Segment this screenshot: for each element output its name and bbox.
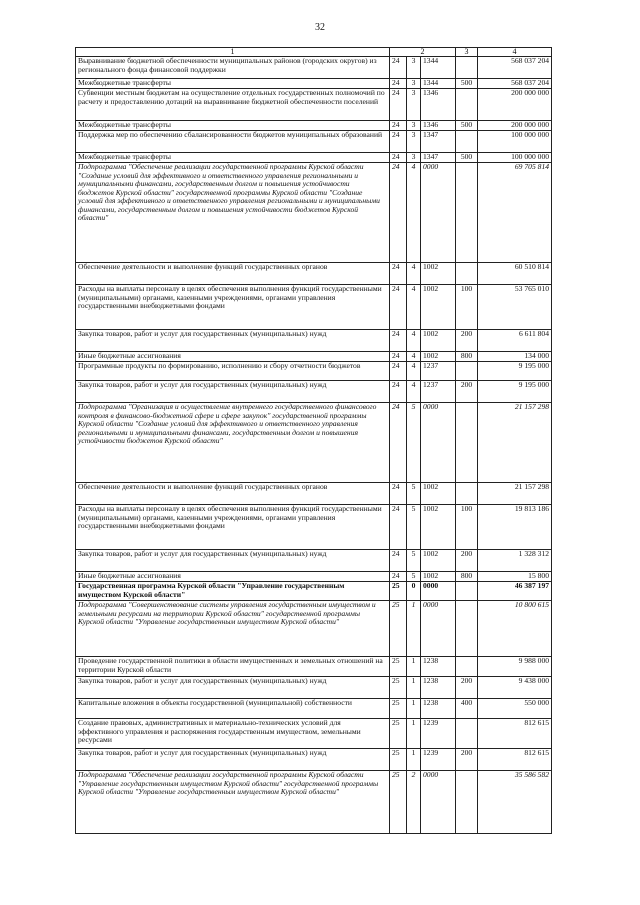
expense-type: 800 xyxy=(456,572,478,582)
header-col-4: 4 xyxy=(478,48,552,57)
row-name: Государственная программа Курской области "Управление государственным имуществом Курской области" xyxy=(76,582,390,601)
row-name: Иные бюджетные ассигнования xyxy=(76,572,390,582)
code-direction: 1002 xyxy=(421,505,456,550)
table-row xyxy=(76,719,552,749)
amount: 69 705 814 xyxy=(478,163,552,263)
table-row xyxy=(76,330,552,352)
table-row xyxy=(76,550,552,572)
row-name: Межбюджетные трансферты xyxy=(76,121,390,131)
code-subprogram: 1 xyxy=(407,657,421,677)
row-name: Закупка товаров, работ и услуг для государственных (муниципальных) нужд xyxy=(76,677,390,699)
table-row xyxy=(76,749,552,771)
amount: 812 615 xyxy=(478,719,552,749)
expense-type: 200 xyxy=(456,677,478,699)
expense-type xyxy=(456,403,478,483)
code-direction: 1239 xyxy=(421,719,456,749)
row-name: Субвенции местным бюджетам на осуществление отдельных государственных полномочий по расчету и предоставлению дотаций на выравнивание бюджетной обеспеченности поселений xyxy=(76,89,390,121)
row-name: Иные бюджетные ассигнования xyxy=(76,352,390,362)
amount: 15 800 xyxy=(478,572,552,582)
row-name: Обеспечение деятельности и выполнение функций государственных органов xyxy=(76,483,390,505)
table-row xyxy=(76,657,552,677)
row-name: Закупка товаров, работ и услуг для государственных (муниципальных) нужд xyxy=(76,749,390,771)
expense-type xyxy=(456,131,478,153)
amount: 9 438 000 xyxy=(478,677,552,699)
expense-type xyxy=(456,601,478,657)
table-header-row xyxy=(76,48,552,57)
code-program: 24 xyxy=(390,352,407,362)
code-direction: 1238 xyxy=(421,699,456,719)
code-direction: 1002 xyxy=(421,352,456,362)
code-program: 24 xyxy=(390,483,407,505)
row-name: Подпрограмма "Обеспечение реализации государственной программы Курской области "Управление государственным имуществом Курской области" государственной программы Курской области "Управление государственным имуществом Курской области" xyxy=(76,771,390,834)
code-direction: 1347 xyxy=(421,153,456,163)
expense-type xyxy=(456,719,478,749)
expense-type xyxy=(456,657,478,677)
code-program: 24 xyxy=(390,572,407,582)
amount: 6 611 804 xyxy=(478,330,552,352)
table-row xyxy=(76,572,552,582)
code-subprogram: 5 xyxy=(407,572,421,582)
code-program: 25 xyxy=(390,657,407,677)
table-row xyxy=(76,153,552,163)
code-program: 24 xyxy=(390,153,407,163)
amount: 19 813 186 xyxy=(478,505,552,550)
code-program: 24 xyxy=(390,550,407,572)
code-program: 24 xyxy=(390,381,407,403)
row-name: Подпрограмма "Обеспечение реализации государственной программы Курской области "Создание условий для эффективного и ответственного управления региональными и муниципальными финансами, государственным долгом и повышения устойчивости бюджетов Курской области" государственной программы Курской области "Создание условий для эффективного и ответственного управления региональными и муниципальными финансами, государственным долгом и повышения устойчивости бюджетов Курской области" xyxy=(76,163,390,263)
expense-type: 200 xyxy=(456,381,478,403)
expense-type xyxy=(456,582,478,601)
expense-type: 400 xyxy=(456,699,478,719)
code-program: 24 xyxy=(390,79,407,89)
code-direction: 1344 xyxy=(421,79,456,89)
code-subprogram: 5 xyxy=(407,403,421,483)
code-subprogram: 4 xyxy=(407,381,421,403)
amount: 100 000 000 xyxy=(478,153,552,163)
code-subprogram: 4 xyxy=(407,285,421,330)
code-direction: 1237 xyxy=(421,362,456,381)
table-row xyxy=(76,582,552,601)
code-direction: 0000 xyxy=(421,601,456,657)
row-name: Поддержка мер по обеспечению сбалансированности бюджетов муниципальных образований xyxy=(76,131,390,153)
header-col-3: 3 xyxy=(456,48,478,57)
expense-type xyxy=(456,263,478,285)
row-name: Межбюджетные трансферты xyxy=(76,153,390,163)
row-name: Капитальные вложения в объекты государственной (муниципальной) собственности xyxy=(76,699,390,719)
row-name: Программные продукты по формированию, исполнению и сбору отчетности бюджетов xyxy=(76,362,390,381)
code-program: 24 xyxy=(390,163,407,263)
expense-type: 500 xyxy=(456,153,478,163)
table-row xyxy=(76,163,552,263)
code-subprogram: 4 xyxy=(407,163,421,263)
code-program: 24 xyxy=(390,57,407,79)
table-row xyxy=(76,677,552,699)
expense-type xyxy=(456,89,478,121)
code-program: 24 xyxy=(390,505,407,550)
code-subprogram: 1 xyxy=(407,749,421,771)
code-program: 25 xyxy=(390,771,407,834)
code-program: 25 xyxy=(390,582,407,601)
code-direction: 1239 xyxy=(421,749,456,771)
code-program: 24 xyxy=(390,121,407,131)
amount: 60 510 814 xyxy=(478,263,552,285)
table-body xyxy=(76,57,552,834)
amount: 134 000 xyxy=(478,352,552,362)
code-subprogram: 5 xyxy=(407,505,421,550)
code-program: 24 xyxy=(390,285,407,330)
table-row xyxy=(76,601,552,657)
row-name: Закупка товаров, работ и услуг для государственных (муниципальных) нужд xyxy=(76,330,390,352)
row-name: Выравнивание бюджетной обеспеченности муниципальных районов (городских округов) из регионального фонда финансовой поддержки xyxy=(76,57,390,79)
amount: 21 157 298 xyxy=(478,483,552,505)
expense-type: 200 xyxy=(456,330,478,352)
expense-type: 500 xyxy=(456,121,478,131)
code-direction: 1238 xyxy=(421,657,456,677)
code-subprogram: 0 xyxy=(407,582,421,601)
code-direction: 1238 xyxy=(421,677,456,699)
row-name: Проведение государственной политики в области имущественных и земельных отношений на территории Курской области xyxy=(76,657,390,677)
table-row xyxy=(76,403,552,483)
code-program: 25 xyxy=(390,601,407,657)
amount: 812 615 xyxy=(478,749,552,771)
code-direction: 1346 xyxy=(421,121,456,131)
code-subprogram: 3 xyxy=(407,57,421,79)
row-name: Подпрограмма "Организация и осуществление внутреннего государственного финансового контроля в финансово-бюджетной сфере и сфере закупок" государственной программы Курской области "Создание условий для эффективного и ответственного управления региональными и муниципальными финансами, государственным долгом и повышения устойчивости бюджетов Курской области" xyxy=(76,403,390,483)
amount: 10 800 615 xyxy=(478,601,552,657)
amount: 46 387 197 xyxy=(478,582,552,601)
code-direction: 1002 xyxy=(421,285,456,330)
row-name: Обеспечение деятельности и выполнение функций государственных органов xyxy=(76,263,390,285)
amount: 200 000 000 xyxy=(478,89,552,121)
amount: 568 037 204 xyxy=(478,79,552,89)
table-row xyxy=(76,79,552,89)
code-program: 24 xyxy=(390,330,407,352)
code-subprogram: 1 xyxy=(407,699,421,719)
expense-type: 500 xyxy=(456,79,478,89)
amount: 9 195 000 xyxy=(478,362,552,381)
amount: 9 988 000 xyxy=(478,657,552,677)
expense-type xyxy=(456,362,478,381)
expense-type: 100 xyxy=(456,505,478,550)
code-direction: 1347 xyxy=(421,131,456,153)
amount: 9 195 000 xyxy=(478,381,552,403)
expense-type xyxy=(456,771,478,834)
amount: 53 765 010 xyxy=(478,285,552,330)
code-subprogram: 3 xyxy=(407,121,421,131)
expense-type: 200 xyxy=(456,550,478,572)
code-direction: 1346 xyxy=(421,89,456,121)
code-subprogram: 3 xyxy=(407,131,421,153)
code-subprogram: 1 xyxy=(407,601,421,657)
expense-type: 800 xyxy=(456,352,478,362)
table-row xyxy=(76,89,552,121)
code-direction: 1002 xyxy=(421,330,456,352)
code-direction: 1344 xyxy=(421,57,456,79)
code-program: 24 xyxy=(390,362,407,381)
code-program: 24 xyxy=(390,89,407,121)
amount: 100 000 000 xyxy=(478,131,552,153)
code-direction: 1002 xyxy=(421,572,456,582)
header-col-2: 2 xyxy=(390,48,456,57)
code-direction: 1237 xyxy=(421,381,456,403)
table-row xyxy=(76,362,552,381)
code-program: 24 xyxy=(390,131,407,153)
expense-type xyxy=(456,483,478,505)
code-direction: 0000 xyxy=(421,403,456,483)
code-program: 25 xyxy=(390,749,407,771)
amount: 568 037 204 xyxy=(478,57,552,79)
code-direction: 0000 xyxy=(421,771,456,834)
row-name: Закупка товаров, работ и услуг для государственных (муниципальных) нужд xyxy=(76,381,390,403)
table-row xyxy=(76,131,552,153)
amount: 21 157 298 xyxy=(478,403,552,483)
code-direction: 1002 xyxy=(421,263,456,285)
row-name: Расходы на выплаты персоналу в целях обеспечения выполнения функций государственными (муниципальными) органами, казенными учреждениями, органами управления государственными внебюджетными фондами xyxy=(76,285,390,330)
code-subprogram: 4 xyxy=(407,263,421,285)
table-row xyxy=(76,57,552,79)
amount: 200 000 000 xyxy=(478,121,552,131)
code-program: 25 xyxy=(390,719,407,749)
code-subprogram: 1 xyxy=(407,719,421,749)
code-program: 24 xyxy=(390,403,407,483)
table-row xyxy=(76,381,552,403)
code-subprogram: 4 xyxy=(407,330,421,352)
table-row xyxy=(76,285,552,330)
table-row xyxy=(76,699,552,719)
code-subprogram: 3 xyxy=(407,89,421,121)
page-number: 32 xyxy=(315,22,325,33)
amount: 35 586 582 xyxy=(478,771,552,834)
code-program: 24 xyxy=(390,263,407,285)
code-subprogram: 4 xyxy=(407,362,421,381)
table-row xyxy=(76,505,552,550)
row-name: Создание правовых, административных и материально-технических условий для эффективного управления и распоряжения государственным имуществом, земельными ресурсами xyxy=(76,719,390,749)
row-name: Межбюджетные трансферты xyxy=(76,79,390,89)
code-program: 25 xyxy=(390,677,407,699)
code-subprogram: 5 xyxy=(407,483,421,505)
code-subprogram: 1 xyxy=(407,677,421,699)
code-direction: 0000 xyxy=(421,582,456,601)
row-name: Закупка товаров, работ и услуг для государственных (муниципальных) нужд xyxy=(76,550,390,572)
header-col-1: 1 xyxy=(76,48,390,57)
expense-type: 100 xyxy=(456,285,478,330)
code-subprogram: 3 xyxy=(407,153,421,163)
code-direction: 0000 xyxy=(421,163,456,263)
table-row xyxy=(76,352,552,362)
expense-type xyxy=(456,57,478,79)
code-subprogram: 3 xyxy=(407,79,421,89)
expense-type: 200 xyxy=(456,749,478,771)
code-direction: 1002 xyxy=(421,483,456,505)
code-subprogram: 4 xyxy=(407,352,421,362)
amount: 550 000 xyxy=(478,699,552,719)
code-subprogram: 2 xyxy=(407,771,421,834)
table-row xyxy=(76,483,552,505)
code-subprogram: 5 xyxy=(407,550,421,572)
table-row xyxy=(76,263,552,285)
row-name: Подпрограмма "Совершенствование системы управления государственным имуществом и земельными ресурсами на территории Курской области" государственной программы Курской области "Управление государственным имуществом Курской области" xyxy=(76,601,390,657)
row-name: Расходы на выплаты персоналу в целях обеспечения выполнения функций государственными (муниципальными) органами, казенными учреждениями, органами управления государственными внебюджетными фондами xyxy=(76,505,390,550)
table-row xyxy=(76,121,552,131)
budget-table xyxy=(75,47,552,834)
amount: 1 328 312 xyxy=(478,550,552,572)
code-direction: 1002 xyxy=(421,550,456,572)
table-row xyxy=(76,771,552,834)
code-program: 25 xyxy=(390,699,407,719)
expense-type xyxy=(456,163,478,263)
